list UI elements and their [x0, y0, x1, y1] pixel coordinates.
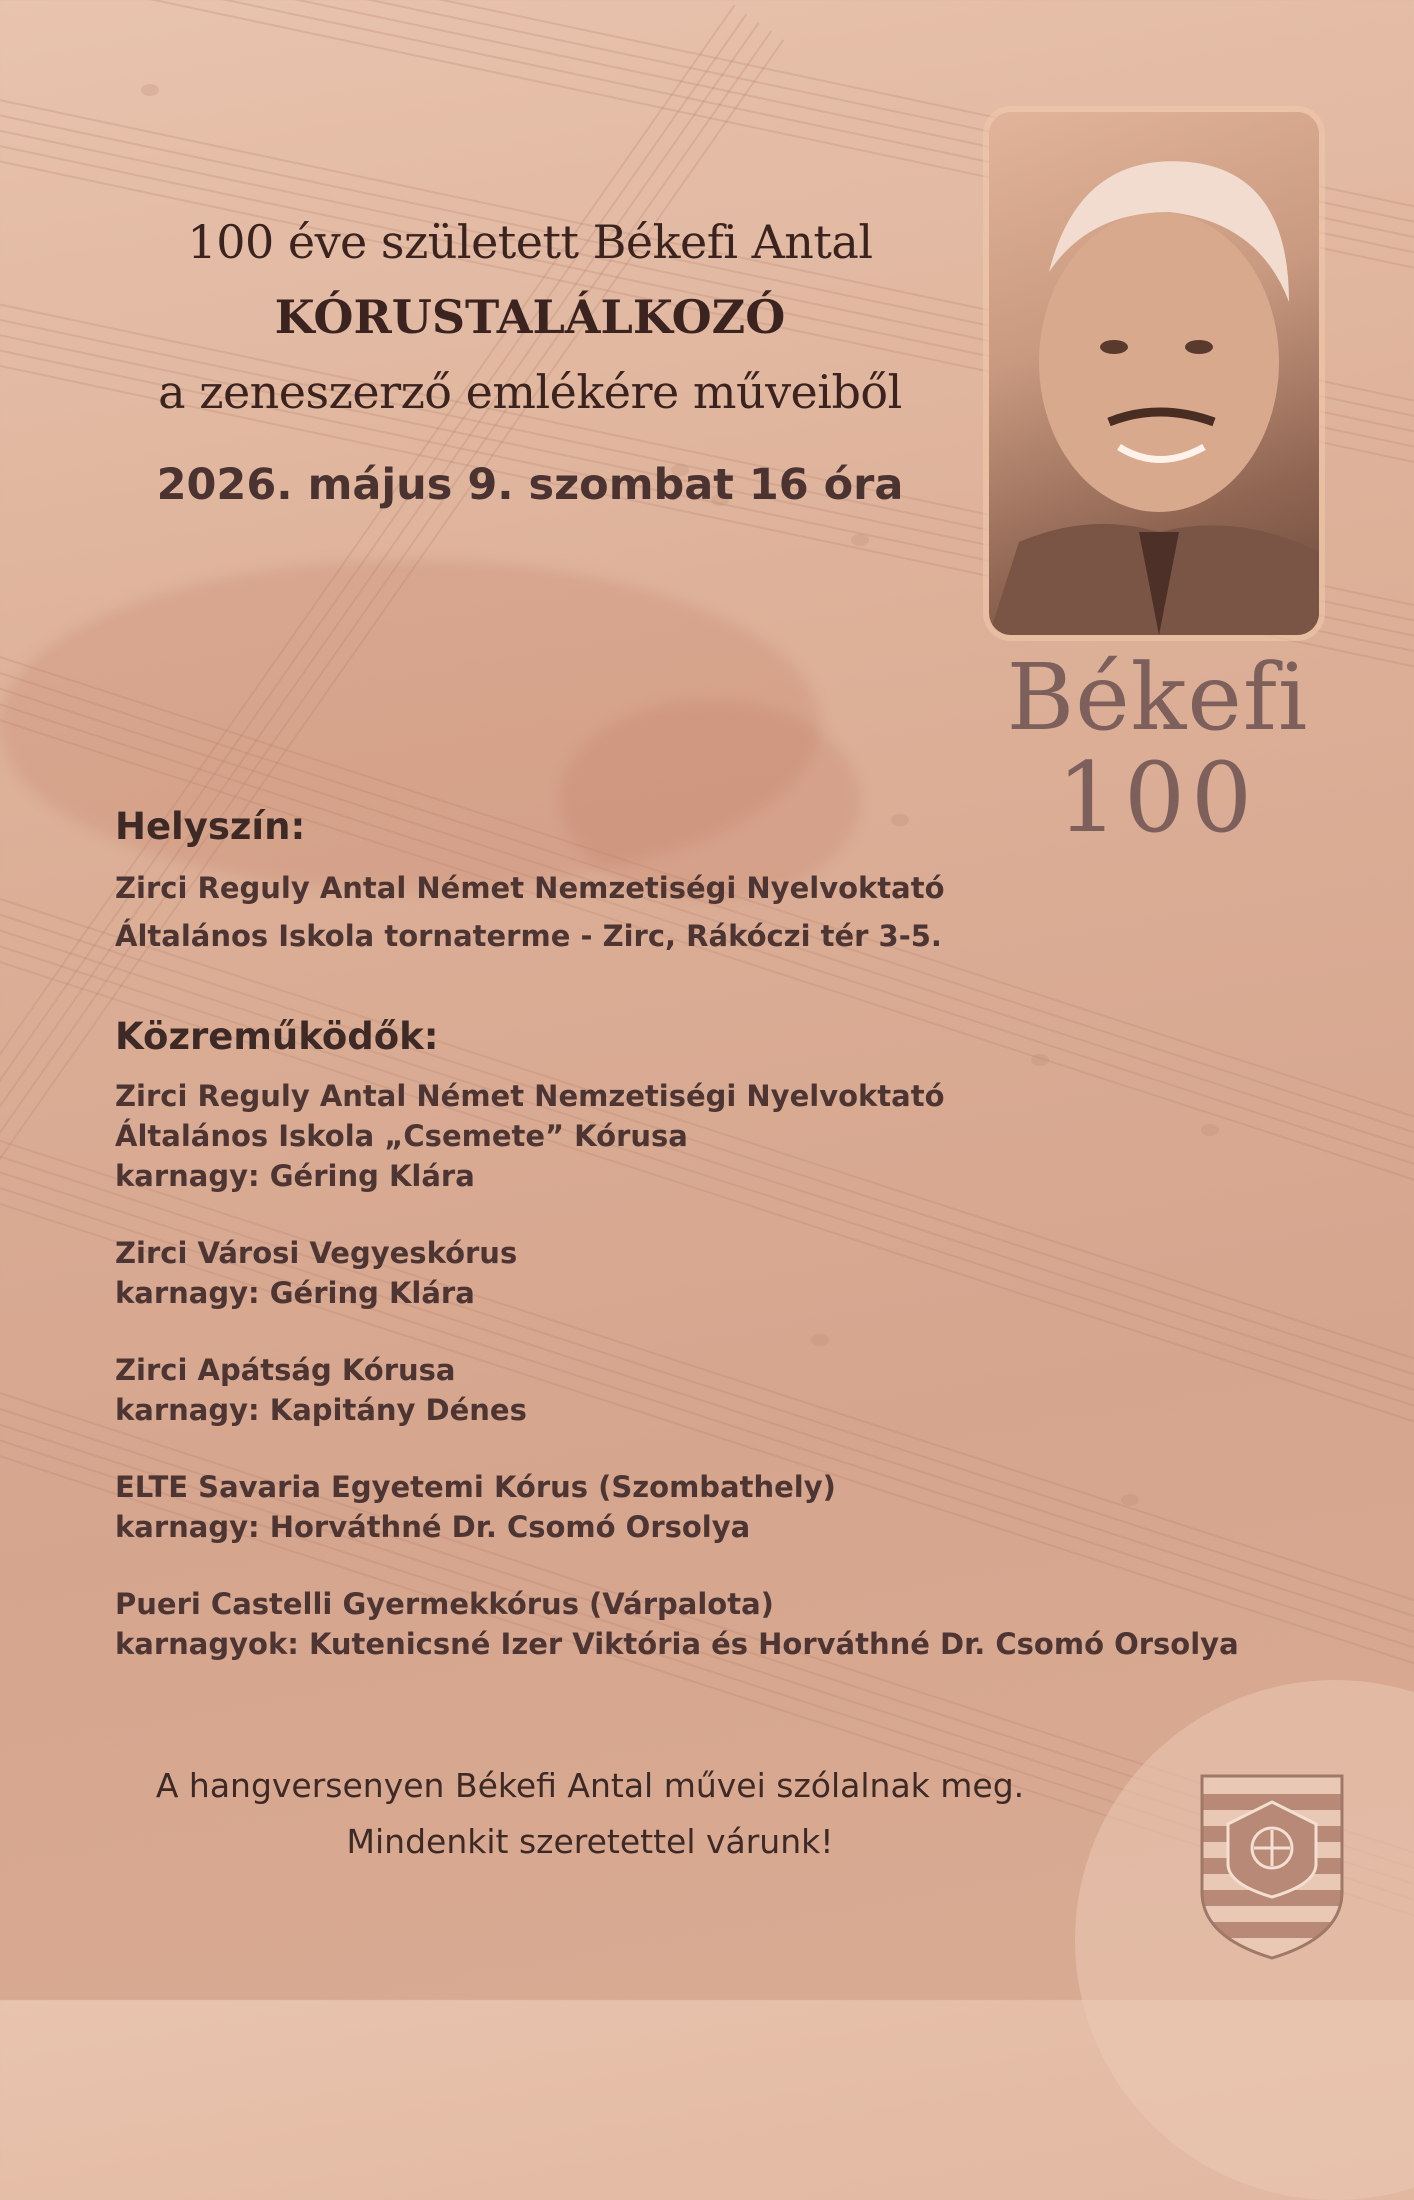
- venue-section: [115, 805, 945, 960]
- conductor-line: karnagy: Kapitány Dénes: [115, 1393, 527, 1427]
- choir-entry: [115, 1076, 1239, 1196]
- brand-word: Békefi: [1006, 644, 1309, 751]
- choir-entry: [115, 1233, 1239, 1313]
- footer-message: [90, 1758, 1090, 1870]
- choir-line: Zirci Apátság Kórusa: [115, 1353, 456, 1387]
- venue-title: Helyszín:: [115, 805, 306, 848]
- event-header: [80, 205, 980, 510]
- bekefi-100-logo: [985, 644, 1330, 854]
- venue-line: Általános Iskola tornaterme - Zirc, Rákóczi tér 3-5.: [115, 919, 942, 953]
- choir-line: Zirci Városi Vegyeskórus: [115, 1236, 518, 1270]
- anniversary-title: 100 éve született Békefi Antal: [187, 215, 873, 269]
- event-title: KÓRUSTALÁLKOZÓ: [274, 290, 786, 344]
- performers-section: [115, 1015, 1239, 1701]
- event-subtitle: a zeneszerző emlékére műveiből: [158, 365, 902, 419]
- venue-line: Zirci Reguly Antal Német Nemzetiségi Nyelvoktató: [115, 871, 945, 905]
- choir-entry: [115, 1467, 1239, 1547]
- conductor-line: karnagy: Horváthné Dr. Csomó Orsolya: [115, 1510, 751, 1544]
- conductor-line: karnagyok: Kutenicsné Izer Viktória és Horváthné Dr. Csomó Orsolya: [115, 1627, 1239, 1661]
- choir-line: Általános Iskola „Csemete” Kórusa: [115, 1119, 688, 1153]
- choir-entry: [115, 1584, 1239, 1664]
- portrait-photo: [989, 112, 1319, 635]
- conductor-line: karnagy: Géring Klára: [115, 1159, 475, 1193]
- conductor-line: karnagy: Géring Klára: [115, 1276, 475, 1310]
- choir-line: ELTE Savaria Egyetemi Kórus (Szombathely): [115, 1470, 836, 1504]
- brand-number: 100: [1056, 742, 1259, 854]
- coat-of-arms-icon: [1198, 1772, 1346, 1962]
- choir-line: Zirci Reguly Antal Német Nemzetiségi Nyelvoktató: [115, 1079, 945, 1113]
- footer-line: A hangversenyen Békefi Antal művei szólalnak meg.: [155, 1766, 1025, 1805]
- choir-line: Pueri Castelli Gyermekkórus (Várpalota): [115, 1587, 774, 1621]
- footer-line: Mindenkit szeretettel várunk!: [346, 1822, 834, 1861]
- performers-title: Közreműködők:: [115, 1015, 439, 1058]
- choir-entry: [115, 1350, 1239, 1430]
- event-date: 2026. május 9. szombat 16 óra: [156, 460, 904, 510]
